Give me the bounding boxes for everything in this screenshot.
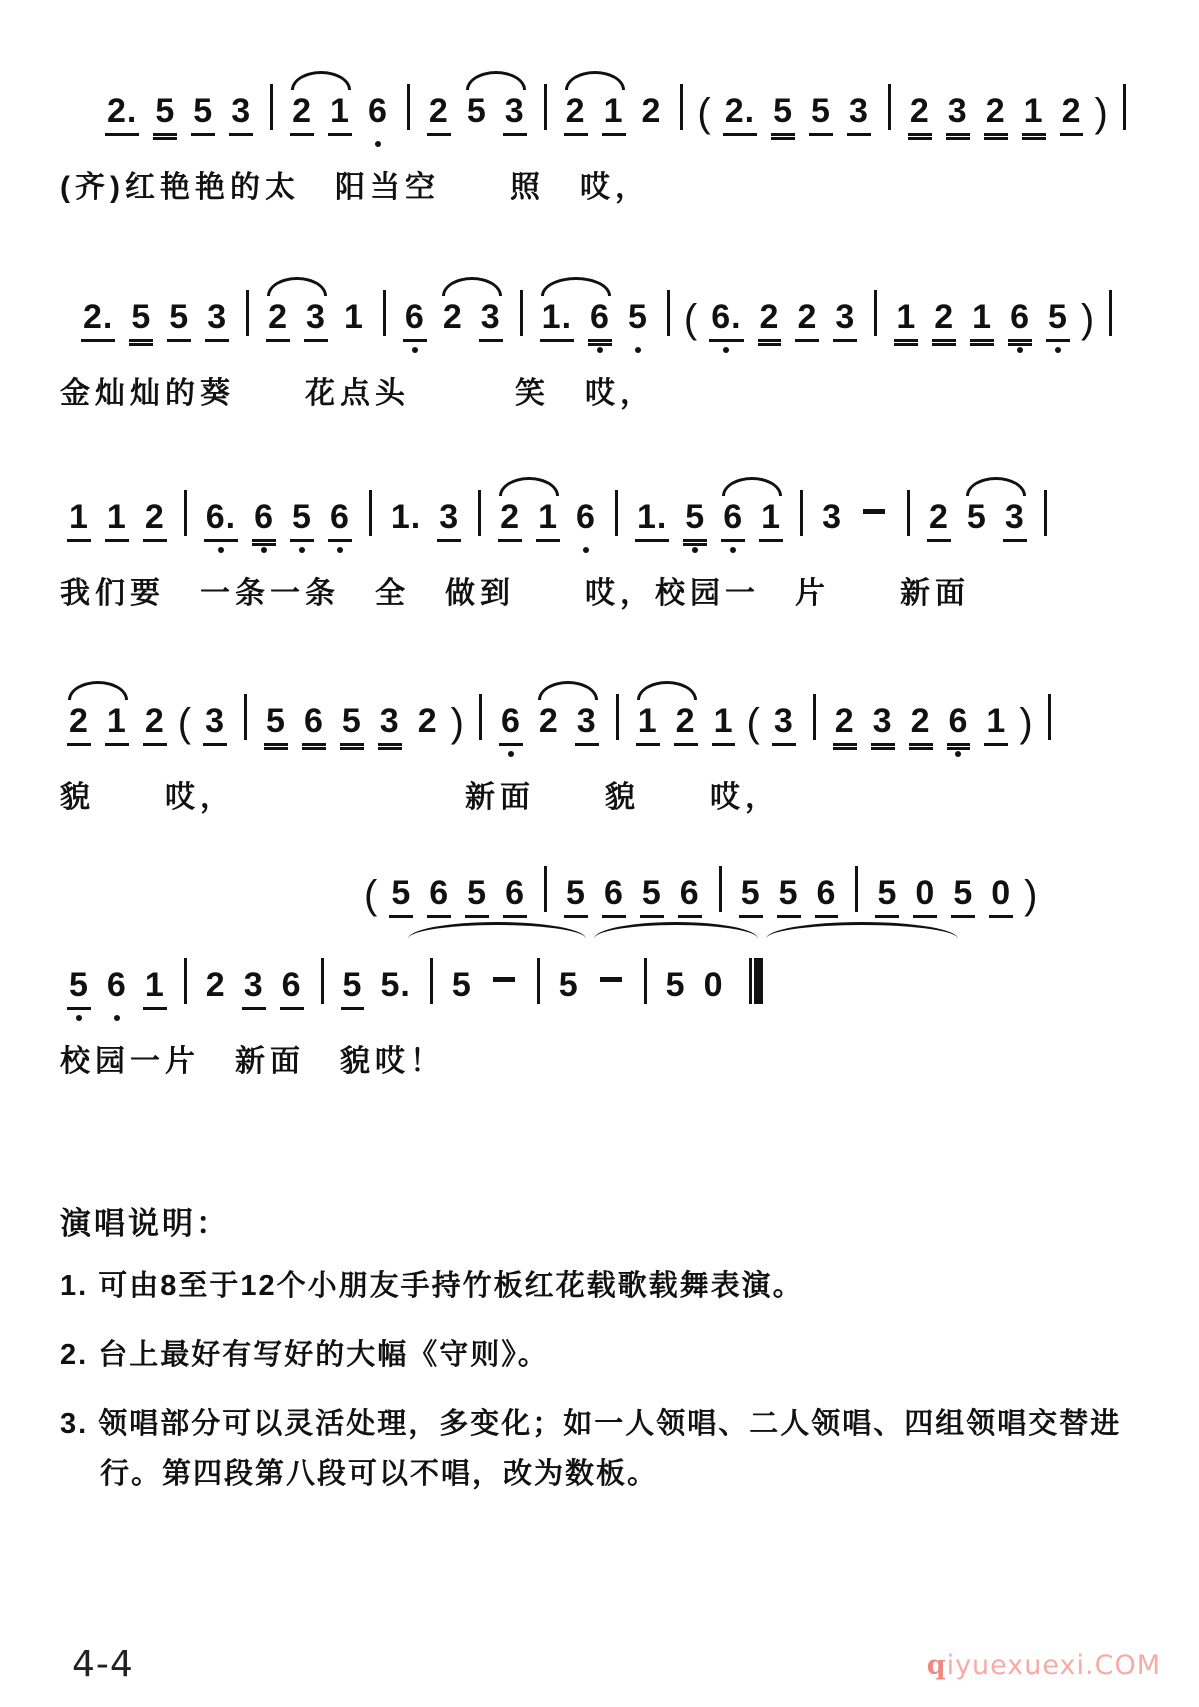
barline [184, 490, 187, 536]
notation-line-5-accompaniment [360, 860, 1159, 918]
note: 1 [328, 93, 352, 136]
barline [1048, 694, 1051, 740]
barline [478, 490, 481, 536]
note: 2. [81, 299, 115, 342]
note: 5 [683, 499, 707, 542]
lyrics-line-4: 貌 哎， 新面 貌 哎， [60, 781, 780, 814]
note: 1 [636, 703, 660, 746]
note: 6. [204, 499, 238, 542]
tie-brace-1 [408, 922, 586, 943]
slur-arc-group [714, 499, 790, 542]
lyrics-line-2: 金灿灿的葵 花点头 笑 哎， [60, 377, 655, 410]
note: 2 [564, 93, 588, 136]
note: 2 [795, 299, 819, 342]
slur-arc-group [60, 703, 136, 746]
note: 5 [966, 498, 987, 536]
note: 1. [635, 499, 669, 542]
performance-notes-section [60, 1198, 1159, 1500]
note: 2 [427, 93, 451, 136]
music-system-2 [60, 264, 1159, 412]
note: 2 [833, 703, 857, 746]
note: 6 [503, 875, 527, 918]
note: 3 [772, 703, 796, 746]
dash-extender [600, 977, 622, 982]
note: 5 [290, 499, 314, 542]
tie-brace-2 [594, 922, 758, 943]
slur-arc-group [530, 703, 606, 746]
note: 6 [499, 703, 523, 746]
lyrics-line-5: 校园一片 新面 貌哎！ [60, 1045, 445, 1078]
note: 6 [105, 967, 129, 1007]
barline [369, 490, 372, 536]
notation-line-2 [74, 264, 1159, 342]
low-octave-dot [692, 547, 698, 553]
performance-note-1: 1. 可由8至于12个小朋友手持竹板红花载歌载舞表演。 [60, 1270, 804, 1302]
note: 0 [703, 966, 724, 1004]
note: 1 [894, 299, 918, 342]
note: 1. [390, 498, 422, 536]
note: 1 [602, 93, 626, 136]
note: 1 [67, 499, 91, 542]
barline [1044, 490, 1047, 536]
note: 5 [1046, 299, 1070, 342]
note: 3 [575, 703, 599, 746]
note: 2. [105, 93, 139, 136]
note: 3 [304, 299, 328, 342]
barline [855, 866, 858, 912]
note: 5 [341, 967, 365, 1010]
performance-note-2: 2. 台上最好有写好的大幅《守则》。 [60, 1338, 549, 1371]
note: 2 [932, 299, 956, 342]
low-octave-dot [730, 547, 736, 553]
note: 5 [389, 875, 413, 918]
note: 5. [380, 966, 411, 1004]
watermark [927, 1650, 1161, 1681]
note: 2 [442, 298, 463, 336]
barline [184, 958, 187, 1004]
barline [616, 694, 619, 740]
note: 1 [1022, 93, 1046, 136]
note: 6 [280, 967, 304, 1010]
note: 5 [167, 299, 191, 342]
barline [667, 290, 670, 336]
note: 3 [946, 93, 970, 136]
music-system-5 [60, 860, 1159, 1080]
note: 5 [626, 299, 650, 339]
note: 5 [564, 875, 588, 918]
barline [719, 866, 722, 912]
note: 6 [403, 299, 427, 342]
note: 6 [602, 875, 626, 918]
note: 3 [833, 299, 857, 342]
performance-note-3: 3. 领唱部分可以灵活处理，多变化；如一人领唱、二人领唱、四组领唱交替进行。第四段第八段可以不唱，改为数板。 [60, 1407, 1122, 1491]
low-octave-dot [955, 751, 961, 757]
note: 2 [290, 93, 314, 136]
note: 1 [759, 499, 783, 542]
note: 6 [678, 875, 702, 918]
low-octave-dot [723, 347, 729, 353]
note: 3 [378, 703, 402, 746]
barline [270, 84, 273, 130]
barline [544, 866, 547, 912]
note: 1 [536, 499, 560, 542]
note: 2 [143, 703, 167, 746]
note: 1 [105, 703, 129, 746]
low-octave-dot [635, 347, 641, 353]
note: 3 [479, 299, 503, 342]
note: 6 [328, 499, 352, 542]
note: 2 [417, 702, 438, 740]
note: 2 [909, 703, 933, 746]
parenthesis: ) [1019, 701, 1034, 745]
note: 5 [665, 966, 686, 1004]
note: 5 [771, 93, 795, 136]
note: 5 [875, 875, 899, 918]
barline [520, 290, 523, 336]
note: 1 [712, 703, 736, 746]
note: 0 [989, 875, 1013, 918]
note: 1 [970, 299, 994, 342]
low-octave-dot [1055, 347, 1061, 353]
note: 2 [498, 499, 522, 542]
notation-line-3 [60, 464, 1159, 542]
low-octave-dot [508, 751, 514, 757]
note: 2 [641, 92, 662, 130]
note: 5 [451, 966, 472, 1004]
note: 1. [540, 299, 574, 342]
slur-arc-group [283, 93, 359, 136]
note: 6 [947, 703, 971, 746]
note: 5 [558, 966, 579, 1004]
note: 5 [264, 703, 288, 746]
barline [1109, 290, 1112, 336]
low-octave-dot [114, 1015, 120, 1021]
parenthesis: ( [697, 91, 712, 135]
note: 6 [815, 875, 839, 918]
note: 3 [822, 498, 842, 536]
note: 2 [538, 702, 559, 740]
note: 5 [640, 875, 664, 918]
parenthesis: ) [450, 701, 465, 745]
parenthesis: ( [746, 701, 761, 745]
barline [874, 290, 877, 336]
notation-line-5 [60, 952, 1159, 1010]
barline [800, 490, 803, 536]
low-octave-dot [218, 547, 224, 553]
parenthesis: ( [683, 297, 699, 341]
note: 5 [153, 93, 177, 136]
note: 3 [847, 93, 871, 136]
low-octave-dot [337, 547, 343, 553]
note: 6 [252, 499, 276, 542]
note: 6 [721, 499, 745, 542]
note: 5 [465, 875, 489, 918]
low-octave-dot [76, 1015, 82, 1021]
note: 2 [758, 299, 782, 342]
slur-arc-group [259, 299, 335, 342]
note: 5 [67, 967, 91, 1010]
notation-line-4 [60, 668, 1159, 746]
note: 6 [366, 93, 390, 133]
low-octave-dot [299, 547, 305, 553]
note: 6. [709, 299, 743, 342]
barline [1123, 84, 1126, 130]
barline [907, 490, 910, 536]
barline [544, 84, 547, 130]
note: 5 [951, 875, 975, 918]
lyrics-line-1: (齐)红艳艳的太 阳当空 照 哎， [60, 171, 650, 204]
note: 3 [1003, 499, 1027, 542]
note: 0 [913, 875, 937, 918]
slur-arc-group [629, 703, 705, 746]
note: 1 [143, 967, 167, 1010]
low-octave-dot [375, 141, 381, 147]
slur-arc-group [958, 499, 1034, 542]
low-octave-dot [1017, 347, 1023, 353]
barline [321, 958, 324, 1004]
note: 2. [723, 93, 757, 136]
slur-arc-group [533, 299, 619, 342]
tie-braces [60, 918, 1159, 952]
note: 2 [908, 93, 932, 136]
music-system-1 [60, 58, 1159, 206]
barline [383, 290, 386, 336]
barline [615, 490, 618, 536]
note: 5 [191, 93, 215, 136]
music-system-3 [60, 464, 1159, 612]
barline [680, 84, 683, 130]
note: 6 [427, 875, 451, 918]
performance-notes-title: 演唱说明： [60, 1206, 230, 1241]
dash-extender [493, 977, 515, 982]
barline [407, 84, 410, 130]
note: 2 [984, 93, 1008, 136]
slur-arc-group [491, 499, 567, 542]
note: 5 [129, 299, 153, 342]
parenthesis: ( [177, 701, 193, 745]
notation-line-1 [98, 58, 1159, 136]
note: 2 [205, 966, 226, 1004]
barline [479, 694, 482, 740]
barline [430, 958, 433, 1004]
parenthesis: ) [1094, 91, 1109, 135]
parenthesis: ) [1080, 297, 1096, 341]
note: 2 [1060, 93, 1084, 136]
barline [244, 694, 247, 740]
music-system-4 [60, 668, 1159, 816]
note: 6 [574, 499, 598, 539]
barline [246, 290, 249, 336]
low-octave-dot [261, 547, 267, 553]
parenthesis: ( [364, 873, 379, 917]
note: 6 [1008, 299, 1032, 342]
slur-arc-group [434, 299, 510, 342]
note: 2 [266, 299, 290, 342]
note: 5 [340, 703, 364, 746]
note: 5 [739, 875, 763, 918]
note: 3 [503, 93, 527, 136]
note: 1 [984, 703, 1008, 746]
note: 3 [871, 703, 895, 746]
slur-arc-group [557, 93, 633, 136]
slur-arc-group [458, 93, 534, 136]
note: 1 [105, 499, 129, 542]
final-barline [749, 958, 763, 1004]
barline [644, 958, 647, 1004]
note: 2 [927, 499, 951, 542]
note: 5 [809, 93, 833, 136]
low-octave-dot [583, 547, 589, 553]
note: 3 [205, 299, 229, 342]
barline [888, 84, 891, 130]
note: 3 [229, 93, 253, 136]
note: 2 [674, 703, 698, 746]
page-number: 4-4 [72, 1644, 134, 1685]
note: 3 [437, 499, 461, 542]
note: 3 [203, 703, 227, 746]
watermark-logo-letter: q [926, 1650, 947, 1681]
low-octave-dot [597, 347, 603, 353]
barline [537, 958, 540, 1004]
note: 1 [343, 298, 364, 336]
note: 6 [302, 703, 326, 746]
note: 6 [588, 299, 612, 342]
note: 2 [143, 499, 167, 542]
barline [813, 694, 816, 740]
tie-brace-3 [766, 922, 958, 943]
dash-extender [863, 509, 885, 514]
low-octave-dot [412, 347, 418, 353]
watermark-text: iyuexuexi.COM [946, 1650, 1161, 1681]
note: 5 [466, 92, 487, 130]
note: 5 [777, 875, 801, 918]
lyrics-line-3: 我们要 一条一条 全 做到 哎，校园一 片 新面 [60, 577, 970, 610]
note: 3 [242, 967, 266, 1010]
parenthesis: ) [1024, 873, 1039, 917]
note: 2 [67, 703, 91, 746]
